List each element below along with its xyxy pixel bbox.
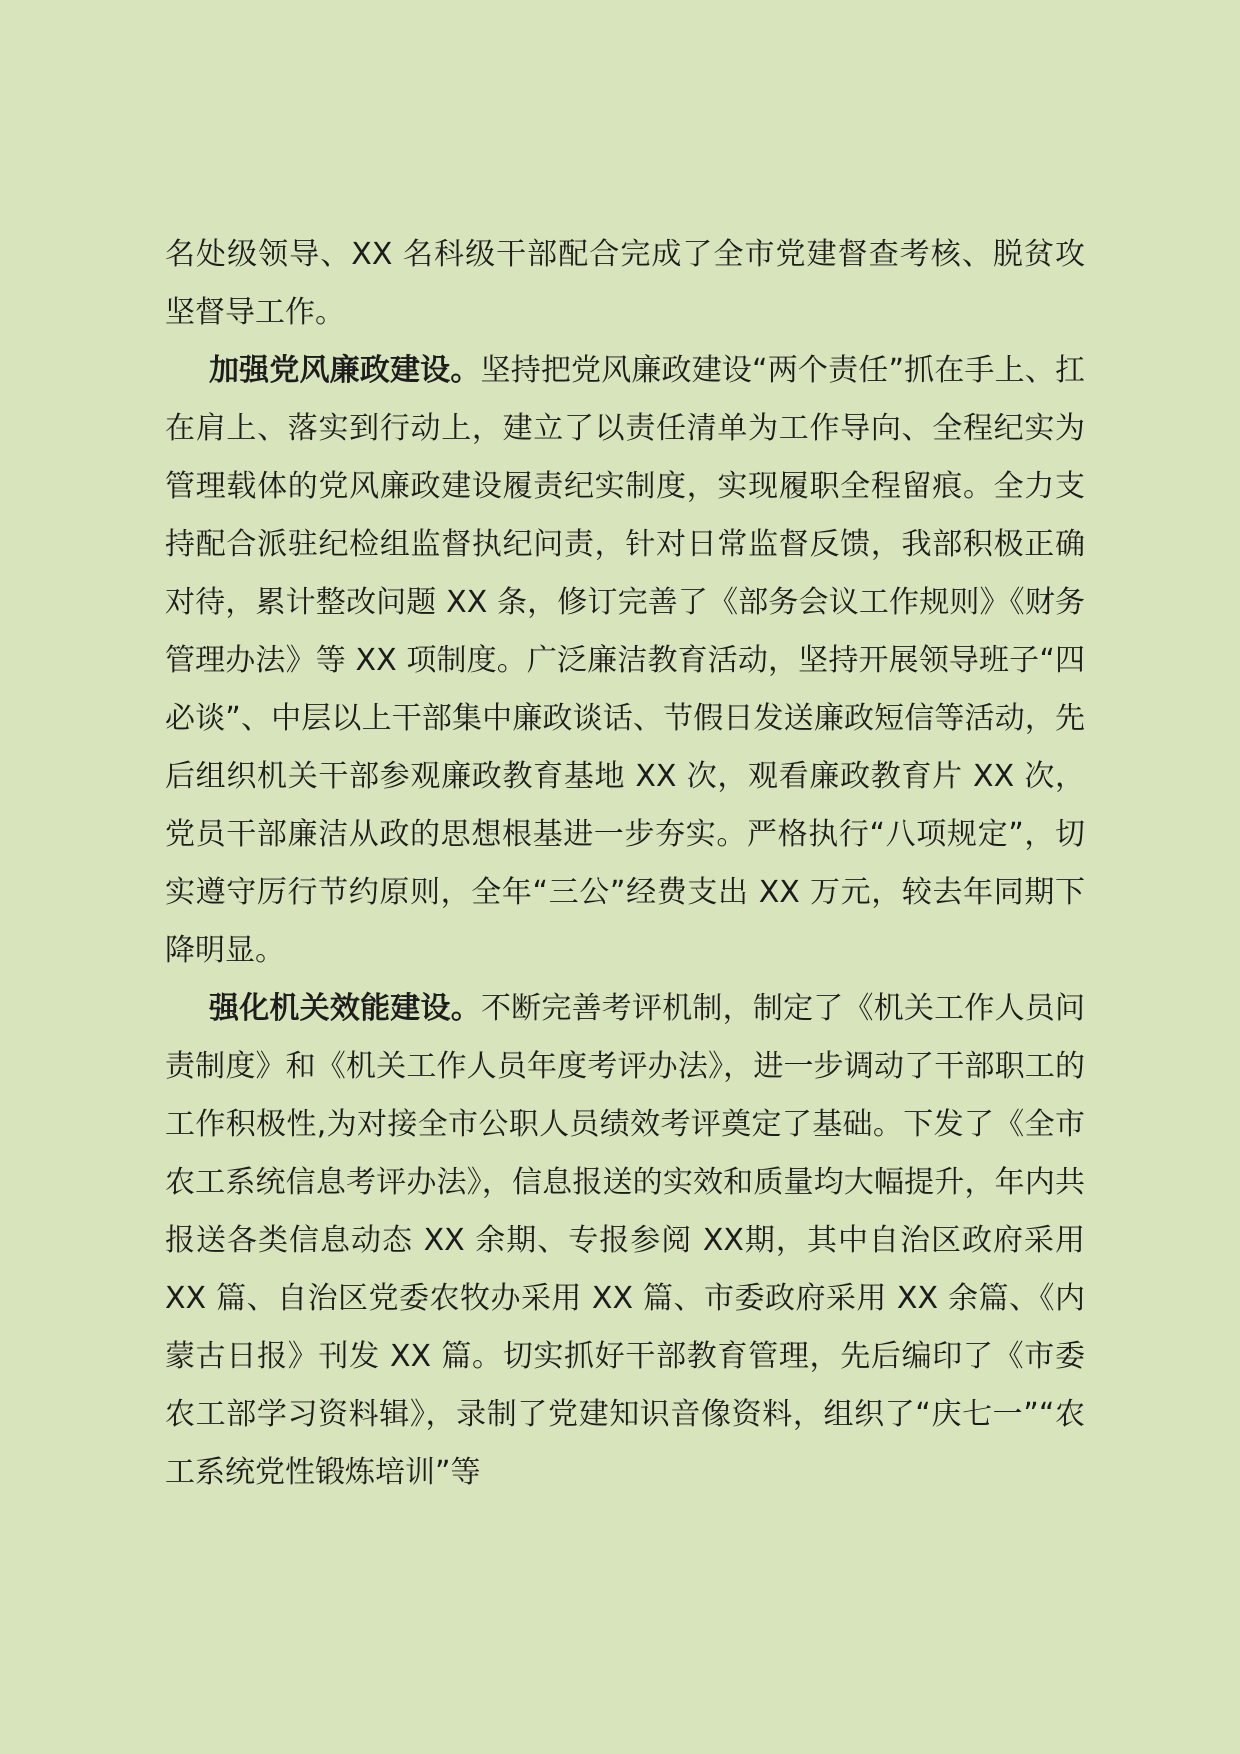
- text-line: 知识音像资料，组织了“庆七一”“农工系统党性锻炼培训”等: [165, 1397, 1085, 1490]
- text-line: 话、节假日发送廉政短信等活动，先后组织机关干部参观廉政教: [165, 701, 1086, 794]
- text-line: 部教育管理，先后编印了《市委农工部学习资料辑》，录制了党建: [165, 1339, 1085, 1432]
- text-line: 程留痕。全力支持配合派驻纪检组监督执纪问责，针对日常监督: [165, 469, 1086, 562]
- paragraph-continued: [165, 226, 1085, 342]
- text-line: 全程纪实为管理载体的党风廉政建设履责纪实制度，实现履职全: [165, 411, 1086, 504]
- text-line: 育基地 XX 次，观看廉政教育片 XX 次，党员干部廉洁从政的思: [165, 759, 1086, 852]
- text-line: 手上、扛在肩上、落实到行动上，建立了以责任清单为工作导向、: [165, 353, 1086, 446]
- text-line: 部职工的工作积极性,为对接全市公职人员绩效考评奠定了基础。: [165, 1049, 1086, 1142]
- paragraph-efficiency: [165, 980, 1085, 1502]
- text-line: 想根基进一步夯实。严格执行“八项规定”，切实遵守厉行节约: [165, 817, 1086, 910]
- text-line: 务会议工作规则》《财务管理办法》等 XX 项制度。广泛廉洁教育: [165, 585, 1085, 678]
- text-line: 活动，坚持开展领导班子“四必谈”、中层以上干部集中廉政谈: [165, 643, 1085, 736]
- text-line: 反馈，我部积极正确对待，累计整改问题 XX 条，修订完善了《部: [165, 527, 1086, 620]
- text-line: 下发了《全市农工系统信息考评办法》，信息报送的实效和质量: [165, 1107, 1085, 1200]
- text-line: 均大幅提升，年内共报送各类信息动态 XX 余期、专报参阅 XX: [165, 1165, 1086, 1258]
- text-line: 市委政府采用 XX 余篇、《内蒙古日报》刊发 XX 篇。切实抓好干: [165, 1281, 1085, 1374]
- paragraph-heading: 强化机关效能建设。: [209, 991, 481, 1026]
- text-line: 员问责制度》和《机关工作人员年度考评办法》，进一步调动了干: [165, 991, 1086, 1084]
- text-line: 名处级领导、XX 名科级干部配合完成了全市党建督查考核、脱: [165, 237, 1024, 272]
- paragraph-heading: 加强党风廉政建设。: [209, 353, 481, 388]
- text-line: 原则，全年“三公”经费支出 XX 万元，较去年同期下降明显。: [165, 875, 1085, 968]
- text-line: 贫攻坚督导工作。: [165, 237, 1086, 330]
- text-line: 坚持把党风廉政建设“两个责任”抓在: [480, 353, 965, 388]
- text-line: 不断完善考评机制，制定了《机关工作人: [480, 991, 1025, 1026]
- paragraph-party-conduct: [165, 342, 1085, 980]
- document-page: [165, 226, 1085, 1502]
- text-line: 期，其中自治区政府采用 XX 篇、自治区党委农牧办采用 XX 篇、: [165, 1223, 1085, 1316]
